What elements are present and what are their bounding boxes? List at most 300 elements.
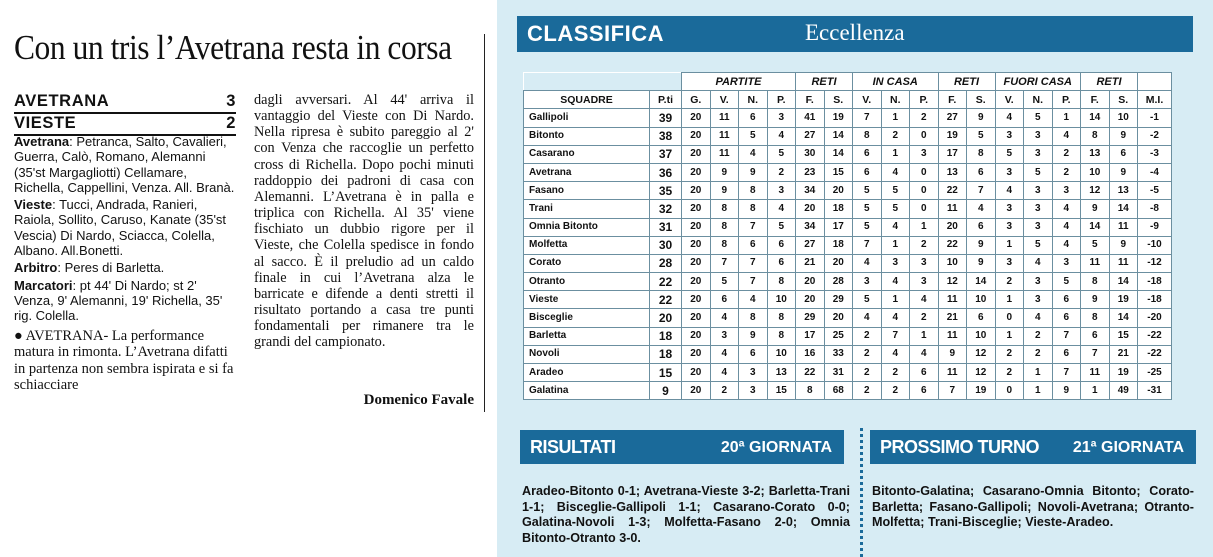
group-header-row — [524, 73, 1172, 91]
table-cell: 10 — [967, 327, 996, 345]
table-cell: 10 — [967, 291, 996, 309]
table-cell: -1 — [1138, 109, 1172, 127]
risultati-bar — [520, 430, 844, 464]
bullet-icon: ● — [14, 327, 23, 344]
table-cell: 21 — [1109, 345, 1138, 363]
table-cell: -12 — [1138, 254, 1172, 272]
table-cell: 34 — [796, 218, 825, 236]
table-cell: 3 — [881, 254, 910, 272]
team-points: 18 — [650, 327, 682, 345]
table-cell: 11 — [938, 291, 967, 309]
table-cell: 9 — [1081, 200, 1110, 218]
table-cell: 9 — [967, 236, 996, 254]
table-cell: 8 — [767, 309, 796, 327]
table-row — [524, 163, 1172, 181]
team-name: Corato — [524, 254, 650, 272]
table-cell: 12 — [967, 364, 996, 382]
table-cell: 5 — [967, 127, 996, 145]
table-cell: 6 — [1081, 327, 1110, 345]
team-name: Galatina — [524, 382, 650, 400]
table-cell: 20 — [796, 273, 825, 291]
risultati-round: 20ª GIORNATA — [720, 439, 832, 456]
table-cell: 3 — [1024, 145, 1053, 163]
table-row — [524, 236, 1172, 254]
table-cell: 20 — [682, 236, 711, 254]
table-cell: 4 — [710, 309, 739, 327]
table-cell: 1 — [1024, 382, 1053, 400]
table-cell: 7 — [739, 273, 768, 291]
table-cell: 8 — [796, 382, 825, 400]
team-points: 39 — [650, 109, 682, 127]
column-header: V. — [710, 91, 739, 109]
table-cell: 11 — [938, 364, 967, 382]
table-cell: 0 — [995, 382, 1024, 400]
table-cell: 14 — [967, 273, 996, 291]
table-cell: 9 — [1109, 236, 1138, 254]
table-cell: -3 — [1138, 145, 1172, 163]
column-header: M.I. — [1138, 91, 1172, 109]
table-cell: 6 — [967, 163, 996, 181]
table-cell: 6 — [910, 364, 939, 382]
table-cell: 20 — [824, 182, 853, 200]
table-cell: 17 — [824, 218, 853, 236]
team-name: Aradeo — [524, 364, 650, 382]
team-points: 38 — [650, 127, 682, 145]
table-cell: 2 — [1052, 145, 1081, 163]
table-cell: 6 — [739, 345, 768, 363]
table-cell: 6 — [739, 109, 768, 127]
table-cell: 30 — [796, 145, 825, 163]
home-team: AVETRANA — [14, 92, 110, 110]
table-cell: 20 — [682, 309, 711, 327]
table-cell: 6 — [739, 236, 768, 254]
column-header: V. — [995, 91, 1024, 109]
table-cell: 34 — [796, 182, 825, 200]
table-cell: 6 — [710, 291, 739, 309]
table-cell: 1 — [995, 236, 1024, 254]
table-cell: 7 — [1052, 364, 1081, 382]
table-cell: 7 — [739, 254, 768, 272]
table-cell: 14 — [1109, 273, 1138, 291]
table-cell: 5 — [1024, 163, 1053, 181]
table-cell: 2 — [995, 273, 1024, 291]
table-cell: 2 — [853, 327, 882, 345]
team-name: Gallipoli — [524, 109, 650, 127]
table-cell: 20 — [938, 218, 967, 236]
table-cell: 11 — [1109, 254, 1138, 272]
table-cell: 2 — [853, 364, 882, 382]
table-cell: 1 — [1052, 109, 1081, 127]
table-cell: 8 — [1081, 309, 1110, 327]
table-cell: 14 — [824, 145, 853, 163]
table-cell: 9 — [710, 163, 739, 181]
prossimo-text: Bitonto-Galatina; Casarano-Omnia Bitonto; Corato-Barletta; Fasano-Gallipoli; Novoli-Avetrana; Otranto-Molfetta; Trani-Bisceglie; Vieste-Aradeo. — [872, 484, 1194, 530]
table-cell: 18 — [824, 236, 853, 254]
table-cell: 3 — [1052, 254, 1081, 272]
table-cell: 20 — [824, 309, 853, 327]
table-cell: 2 — [1052, 163, 1081, 181]
group-header: FUORI CASA — [995, 73, 1081, 91]
column-divider — [484, 34, 485, 412]
table-cell: 1 — [910, 327, 939, 345]
table-cell: 9 — [739, 327, 768, 345]
team-name: Casarano — [524, 145, 650, 163]
away-team: VIESTE — [14, 114, 77, 132]
table-cell: 20 — [682, 382, 711, 400]
table-cell: 13 — [938, 163, 967, 181]
table-cell: 11 — [938, 200, 967, 218]
table-cell: 5 — [881, 200, 910, 218]
table-cell: 7 — [739, 218, 768, 236]
table-cell: 6 — [1052, 291, 1081, 309]
table-cell: 5 — [995, 145, 1024, 163]
table-cell: 2 — [881, 382, 910, 400]
table-cell: 4 — [767, 127, 796, 145]
table-cell: 14 — [1109, 309, 1138, 327]
table-cell: 7 — [967, 182, 996, 200]
table-cell: 29 — [824, 291, 853, 309]
table-cell: 6 — [1109, 145, 1138, 163]
table-cell: 7 — [853, 109, 882, 127]
table-cell: 4 — [710, 364, 739, 382]
table-cell: 15 — [1109, 327, 1138, 345]
table-row — [524, 327, 1172, 345]
group-header: RETI — [796, 73, 853, 91]
column-header: S. — [967, 91, 996, 109]
table-cell: 6 — [853, 163, 882, 181]
table-cell: 6 — [910, 382, 939, 400]
team-points: 30 — [650, 236, 682, 254]
table-cell: 1 — [910, 218, 939, 236]
table-cell: 4 — [853, 309, 882, 327]
table-cell: 3 — [739, 364, 768, 382]
team-name: Barletta — [524, 327, 650, 345]
table-cell: 4 — [967, 200, 996, 218]
lineup-home: Avetrana: Petranca, Salto, Cavalieri, Guerra, Calò, Romano, Alemanni (35'st Margagliotti) Cellamare, Richella, Cappellini, Venza. All. Branà. — [14, 134, 235, 195]
table-cell: 4 — [1052, 236, 1081, 254]
table-cell: 2 — [1024, 327, 1053, 345]
table-cell: 2 — [853, 382, 882, 400]
team-points: 20 — [650, 309, 682, 327]
table-cell: 6 — [967, 309, 996, 327]
table-cell: -31 — [1138, 382, 1172, 400]
table-cell: 20 — [682, 291, 711, 309]
table-cell: 3 — [910, 273, 939, 291]
table-cell: 22 — [938, 182, 967, 200]
table-cell: 25 — [824, 327, 853, 345]
table-cell: 3 — [995, 254, 1024, 272]
panel-title: CLASSIFICA — [527, 21, 664, 46]
table-cell: 4 — [910, 345, 939, 363]
table-cell: 2 — [710, 382, 739, 400]
table-cell: 20 — [682, 163, 711, 181]
table-cell: 9 — [967, 254, 996, 272]
title-bar — [517, 16, 1193, 52]
table-cell: -4 — [1138, 163, 1172, 181]
team-points: 15 — [650, 364, 682, 382]
home-score: 3 — [226, 92, 236, 110]
table-cell: 1 — [1081, 382, 1110, 400]
headline: Con un tris l’Avetrana resta in corsa — [14, 28, 452, 67]
table-cell: -20 — [1138, 309, 1172, 327]
table-cell: 2 — [910, 309, 939, 327]
table-cell: 6 — [767, 236, 796, 254]
table-cell: 8 — [853, 127, 882, 145]
column-header-row — [524, 91, 1172, 109]
table-cell: 8 — [1081, 127, 1110, 145]
table-cell: 7 — [853, 236, 882, 254]
team-name: Novoli — [524, 345, 650, 363]
risultati-text: Aradeo-Bitonto 0-1; Avetrana-Vieste 3-2; Barletta-Trani 1-1; Bisceglie-Gallipoli 1-1; Casarano-Corato 0-0; Galatina-Novoli 1-3; Molfetta-Fasano 2-0; Omnia Bitonto-Otranto 3-0. — [522, 484, 850, 545]
team-name: Bisceglie — [524, 309, 650, 327]
table-cell: 16 — [796, 345, 825, 363]
table-cell: 19 — [1109, 364, 1138, 382]
table-cell: 2 — [853, 345, 882, 363]
team-name: Bitonto — [524, 127, 650, 145]
table-cell: 10 — [938, 254, 967, 272]
team-points: 28 — [650, 254, 682, 272]
table-cell: 27 — [796, 236, 825, 254]
table-cell: 4 — [881, 309, 910, 327]
table-cell: 10 — [767, 345, 796, 363]
table-cell: -2 — [1138, 127, 1172, 145]
table-cell: 4 — [881, 345, 910, 363]
column-header: P. — [910, 91, 939, 109]
table-cell: 49 — [1109, 382, 1138, 400]
article-column-1 — [14, 134, 238, 396]
table-cell: 5 — [1081, 236, 1110, 254]
table-cell: 8 — [767, 273, 796, 291]
standings-body — [524, 109, 1172, 400]
team-points: 18 — [650, 345, 682, 363]
table-row — [524, 273, 1172, 291]
table-cell: -8 — [1138, 200, 1172, 218]
column-header: N. — [739, 91, 768, 109]
table-cell: -22 — [1138, 345, 1172, 363]
risultati-label: RISULTATI — [530, 437, 616, 457]
table-cell: 31 — [824, 364, 853, 382]
table-cell: 5 — [853, 200, 882, 218]
table-row — [524, 254, 1172, 272]
table-cell: 20 — [796, 200, 825, 218]
group-header: IN CASA — [853, 73, 939, 91]
table-cell: 41 — [796, 109, 825, 127]
table-cell: 4 — [1024, 309, 1053, 327]
table-cell: 27 — [938, 109, 967, 127]
table-cell: -10 — [1138, 236, 1172, 254]
table-cell: 9 — [1052, 382, 1081, 400]
column-header: F. — [938, 91, 967, 109]
table-cell: 5 — [710, 273, 739, 291]
table-cell: 3 — [1024, 127, 1053, 145]
away-score: 2 — [226, 114, 236, 132]
table-cell: 20 — [682, 254, 711, 272]
table-cell: 9 — [1109, 163, 1138, 181]
table-cell: 11 — [710, 145, 739, 163]
table-cell: 5 — [853, 291, 882, 309]
table-cell: 0 — [910, 163, 939, 181]
group-header: PARTITE — [682, 73, 796, 91]
table-cell: 9 — [739, 163, 768, 181]
table-cell: 8 — [967, 145, 996, 163]
team-points: 9 — [650, 382, 682, 400]
column-header: N. — [1024, 91, 1053, 109]
table-cell: 9 — [710, 182, 739, 200]
table-cell: 10 — [767, 291, 796, 309]
table-cell: 15 — [767, 382, 796, 400]
table-cell: 3 — [995, 163, 1024, 181]
table-cell: 19 — [1109, 291, 1138, 309]
table-cell: 20 — [682, 145, 711, 163]
table-cell: 11 — [1081, 254, 1110, 272]
table-cell: 4 — [853, 254, 882, 272]
table-cell: 8 — [710, 236, 739, 254]
table-cell: 11 — [710, 127, 739, 145]
table-cell: 6 — [853, 145, 882, 163]
table-cell: 4 — [1052, 127, 1081, 145]
table-cell: 3 — [910, 145, 939, 163]
table-cell: 2 — [881, 127, 910, 145]
section-divider — [860, 428, 863, 557]
table-cell: -22 — [1138, 327, 1172, 345]
table-cell: 13 — [1109, 182, 1138, 200]
table-cell: 3 — [1052, 182, 1081, 200]
table-cell: 21 — [938, 309, 967, 327]
table-cell: 3 — [1024, 291, 1053, 309]
table-cell: 2 — [910, 236, 939, 254]
table-cell: 5 — [853, 218, 882, 236]
article — [0, 0, 500, 557]
table-cell: 1 — [1024, 364, 1053, 382]
team-points: 35 — [650, 182, 682, 200]
table-cell: 3 — [767, 109, 796, 127]
away-score-row — [14, 114, 236, 133]
table-cell: 19 — [938, 127, 967, 145]
column-header: F. — [796, 91, 825, 109]
column-header: F. — [1081, 91, 1110, 109]
table-cell: 20 — [796, 291, 825, 309]
table-cell: 3 — [1024, 200, 1053, 218]
table-cell: 10 — [1081, 163, 1110, 181]
table-cell: 14 — [1081, 109, 1110, 127]
table-cell: 3 — [910, 254, 939, 272]
table-cell: 17 — [796, 327, 825, 345]
column-header: G. — [682, 91, 711, 109]
table-cell: 15 — [824, 163, 853, 181]
table-cell: 8 — [739, 200, 768, 218]
team-points: 31 — [650, 218, 682, 236]
table-cell: 3 — [995, 218, 1024, 236]
table-cell: 68 — [824, 382, 853, 400]
team-name: Trani — [524, 200, 650, 218]
table-cell: 14 — [1109, 200, 1138, 218]
table-cell: 3 — [739, 382, 768, 400]
table-cell: 8 — [739, 309, 768, 327]
table-cell: 0 — [995, 309, 1024, 327]
table-cell: 8 — [710, 218, 739, 236]
table-cell: 9 — [938, 345, 967, 363]
table-cell: 2 — [1024, 345, 1053, 363]
table-cell: 3 — [995, 200, 1024, 218]
table-cell: 5 — [739, 127, 768, 145]
table-cell: 3 — [710, 327, 739, 345]
table-cell: 19 — [967, 382, 996, 400]
article-column-2: dagli avversari. Al 44' arriva il vantaggio del Vieste con Di Nardo. Nella ripresa è subito pareggio al 2' con Venza che raccoglie un perfetto cross di Richella. Dopo pochi minuti raddoppio dei padroni di casa con Alemanni. L’Avetrana è in palla e triplica con Richella. Al 35' viene fischiato un dubbio rigore per il Vieste, che Colella spedisce in fondo al sacco. È il preludio ad un caldo finale in cui l’Avetrana alza le barricate e difende a denti stretti il risultato portando a casa tre punti fondamentali per rimanere tra le grandi del campionato. — [254, 92, 474, 351]
prossimo-bar — [870, 430, 1196, 464]
team-name: Molfetta — [524, 236, 650, 254]
column-header: P.ti — [650, 91, 682, 109]
table-cell: 28 — [824, 273, 853, 291]
team-name: Otranto — [524, 273, 650, 291]
table-cell: 4 — [995, 109, 1024, 127]
team-name: Omnia Bitonto — [524, 218, 650, 236]
table-cell: 6 — [1052, 309, 1081, 327]
table-cell: 4 — [881, 273, 910, 291]
table-row — [524, 109, 1172, 127]
table-cell: 4 — [739, 145, 768, 163]
table-cell: 1 — [995, 291, 1024, 309]
table-cell: 14 — [824, 127, 853, 145]
column-header: V. — [853, 91, 882, 109]
table-cell: 10 — [1109, 109, 1138, 127]
table-cell: 33 — [824, 345, 853, 363]
table-row — [524, 309, 1172, 327]
table-cell: 9 — [1081, 291, 1110, 309]
table-cell: 4 — [739, 291, 768, 309]
table-cell: 1 — [881, 236, 910, 254]
table-cell: 14 — [1081, 218, 1110, 236]
table-cell: 11 — [1081, 364, 1110, 382]
standings-table — [523, 72, 1172, 400]
table-cell: -18 — [1138, 291, 1172, 309]
table-cell: 2 — [881, 364, 910, 382]
table-cell: -9 — [1138, 218, 1172, 236]
group-header: RETI — [938, 73, 995, 91]
prossimo-round: 21ª GIORNATA — [1072, 439, 1184, 456]
table-cell: 20 — [682, 327, 711, 345]
table-cell: -18 — [1138, 273, 1172, 291]
table-cell: 4 — [710, 345, 739, 363]
table-cell: 5 — [881, 182, 910, 200]
table-cell: 2 — [910, 109, 939, 127]
table-cell: 7 — [881, 327, 910, 345]
table-cell: 3 — [1024, 182, 1053, 200]
table-cell: 20 — [682, 182, 711, 200]
team-points: 22 — [650, 291, 682, 309]
home-score-row — [14, 92, 236, 111]
table-cell: 8 — [767, 327, 796, 345]
table-cell: 12 — [1081, 182, 1110, 200]
table-cell: 2 — [995, 364, 1024, 382]
table-cell: 6 — [767, 254, 796, 272]
table-cell: 3 — [1024, 218, 1053, 236]
table-cell: 23 — [796, 163, 825, 181]
table-cell: 11 — [710, 109, 739, 127]
table-cell: 5 — [1024, 109, 1053, 127]
table-cell: 4 — [1052, 200, 1081, 218]
table-cell: 5 — [853, 182, 882, 200]
table-cell: 20 — [682, 345, 711, 363]
table-row — [524, 382, 1172, 400]
table-cell: 1 — [881, 291, 910, 309]
table-cell: 18 — [824, 200, 853, 218]
table-row — [524, 345, 1172, 363]
table-cell: 7 — [1052, 327, 1081, 345]
table-cell: 6 — [967, 218, 996, 236]
lineup-away: Vieste: Tucci, Andrada, Ranieri, Raiola, Sollito, Caruso, Kanate (35'st Vescia) Di Nardo, Sciacca, Colella, Albano. All.Bonetti. — [14, 197, 227, 259]
table-cell: 13 — [1081, 145, 1110, 163]
table-cell: 8 — [739, 182, 768, 200]
